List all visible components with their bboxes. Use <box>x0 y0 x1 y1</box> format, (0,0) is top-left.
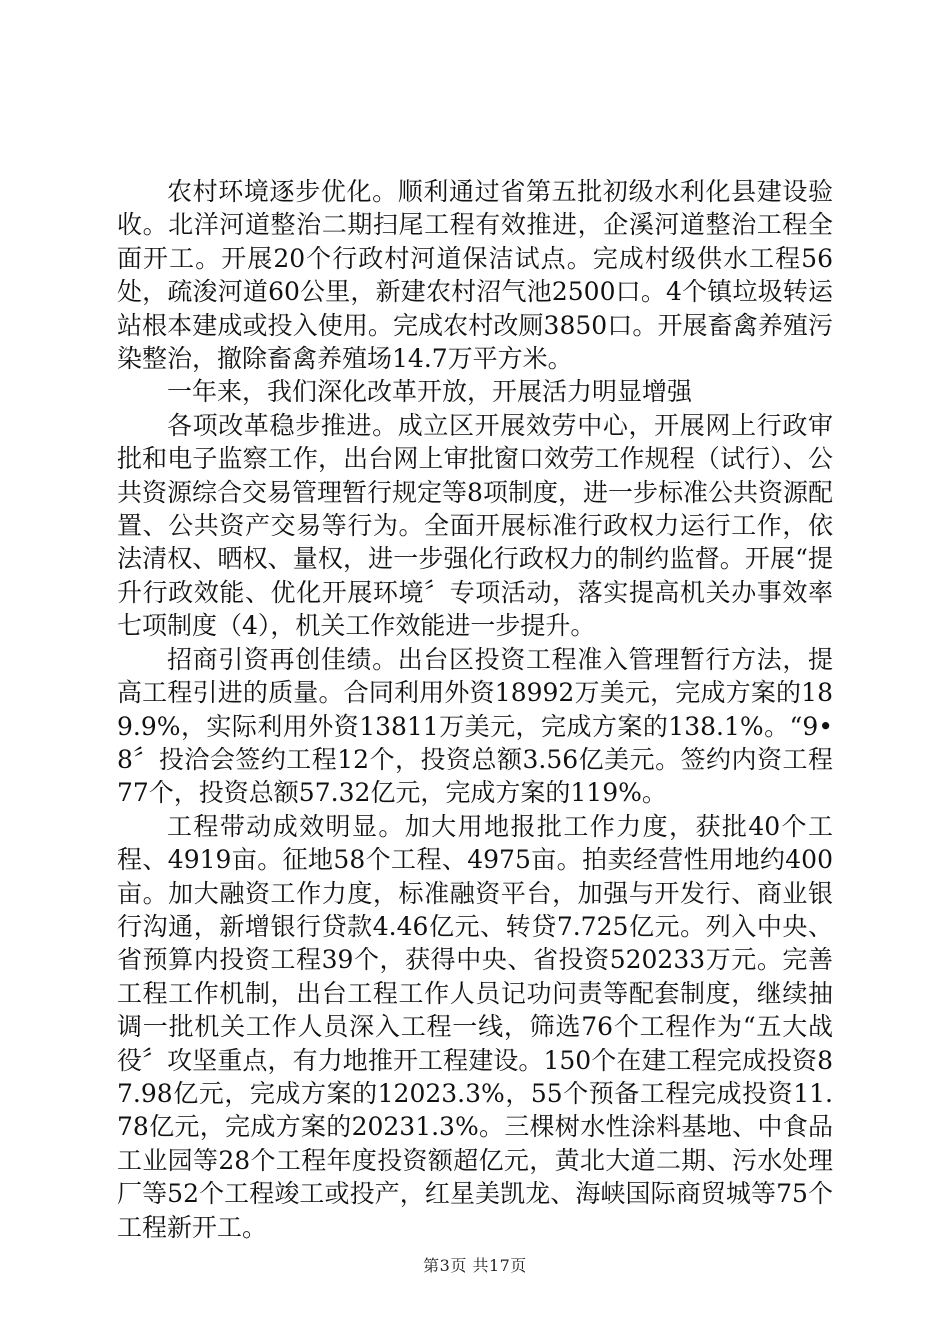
paragraph-reform-heading: 一年来，我们深化改革开放，开展活力明显增强 <box>167 377 693 407</box>
paragraph-projects: 工程带动成效明显。加大用地报批工作力度，获批40个工程、4919亩。征地58个工程、4975亩。拍卖经营性用地约400亩。加大融资工作力度，标准融资平台，加强与开发行、商业银行沟通，新增银行贷款4.46亿元、转贷7.725亿元。列入中央、省预算内投资工程39个，获得中央、省投资520233万元。完善工程工作机制，出台工程工作人员记功问责等配套制度，继续抽调一批机关工作人员深入工程一线，筛选76个工程作为“五大战役〞攻坚重点，有力地推开工程建设。150个在建工程完成投资87.98亿元，完成方案的12023.3%，55个预备工程完成投资11.78亿元，完成方案的20231.3%。三棵树水性涂料基地、中食品工业园等28个工程年度投资额超亿元，黄北大道二期、污水处理厂等52个工程竣工或投产，红星美凯龙、海峡国际商贸城等75个工程新开工。 <box>117 811 833 1242</box>
paragraph-investment: 招商引资再创佳绩。出台区投资工程准入管理暂行方法，提高工程引进的质量。合同利用外资18992万美元，完成方案的189.9%，实际利用外资13811万美元，完成方案的138.1%。“9•8〞投洽会签约工程12个，投资总额3.56亿美元。签约内资工程77个，投资总额57.32亿元，完成方案的119%。 <box>117 644 833 808</box>
document-body <box>117 175 833 1244</box>
paragraph-rural-environment: 农村环境逐步优化。顺利通过省第五批初级水利化县建设验收。北洋河道整治二期扫尾工程有效推进，企溪河道整治工程全面开工。开展20个行政村河道保洁试点。完成村级供水工程56处，疏浚河道60公里，新建农村沼气池2500口。4个镇垃圾转运站根本建成或投入使用。完成农村改厕3850口。开展畜禽养殖污染整治，撤除畜禽养殖场14.7万平方米。 <box>117 177 833 374</box>
paragraph-reform-progress: 各项改革稳步推进。成立区开展效劳中心，开展网上行政审批和电子监察工作，出台网上审批窗口效劳工作规程（试行）、公共资源综合交易管理暂行规定等8项制度，进一步标准公共资源配置、公共资产交易等行为。全面开展标准行政权力运行工作，依法清权、晒权、量权，进一步强化行政权力的制约监督。开展“提升行政效能、优化开展环境〞专项活动，落实提高机关办事效率七项制度（4），机关工作效能进一步提升。 <box>117 410 833 641</box>
page-footer: 第3页 共17页 <box>423 1256 527 1275</box>
